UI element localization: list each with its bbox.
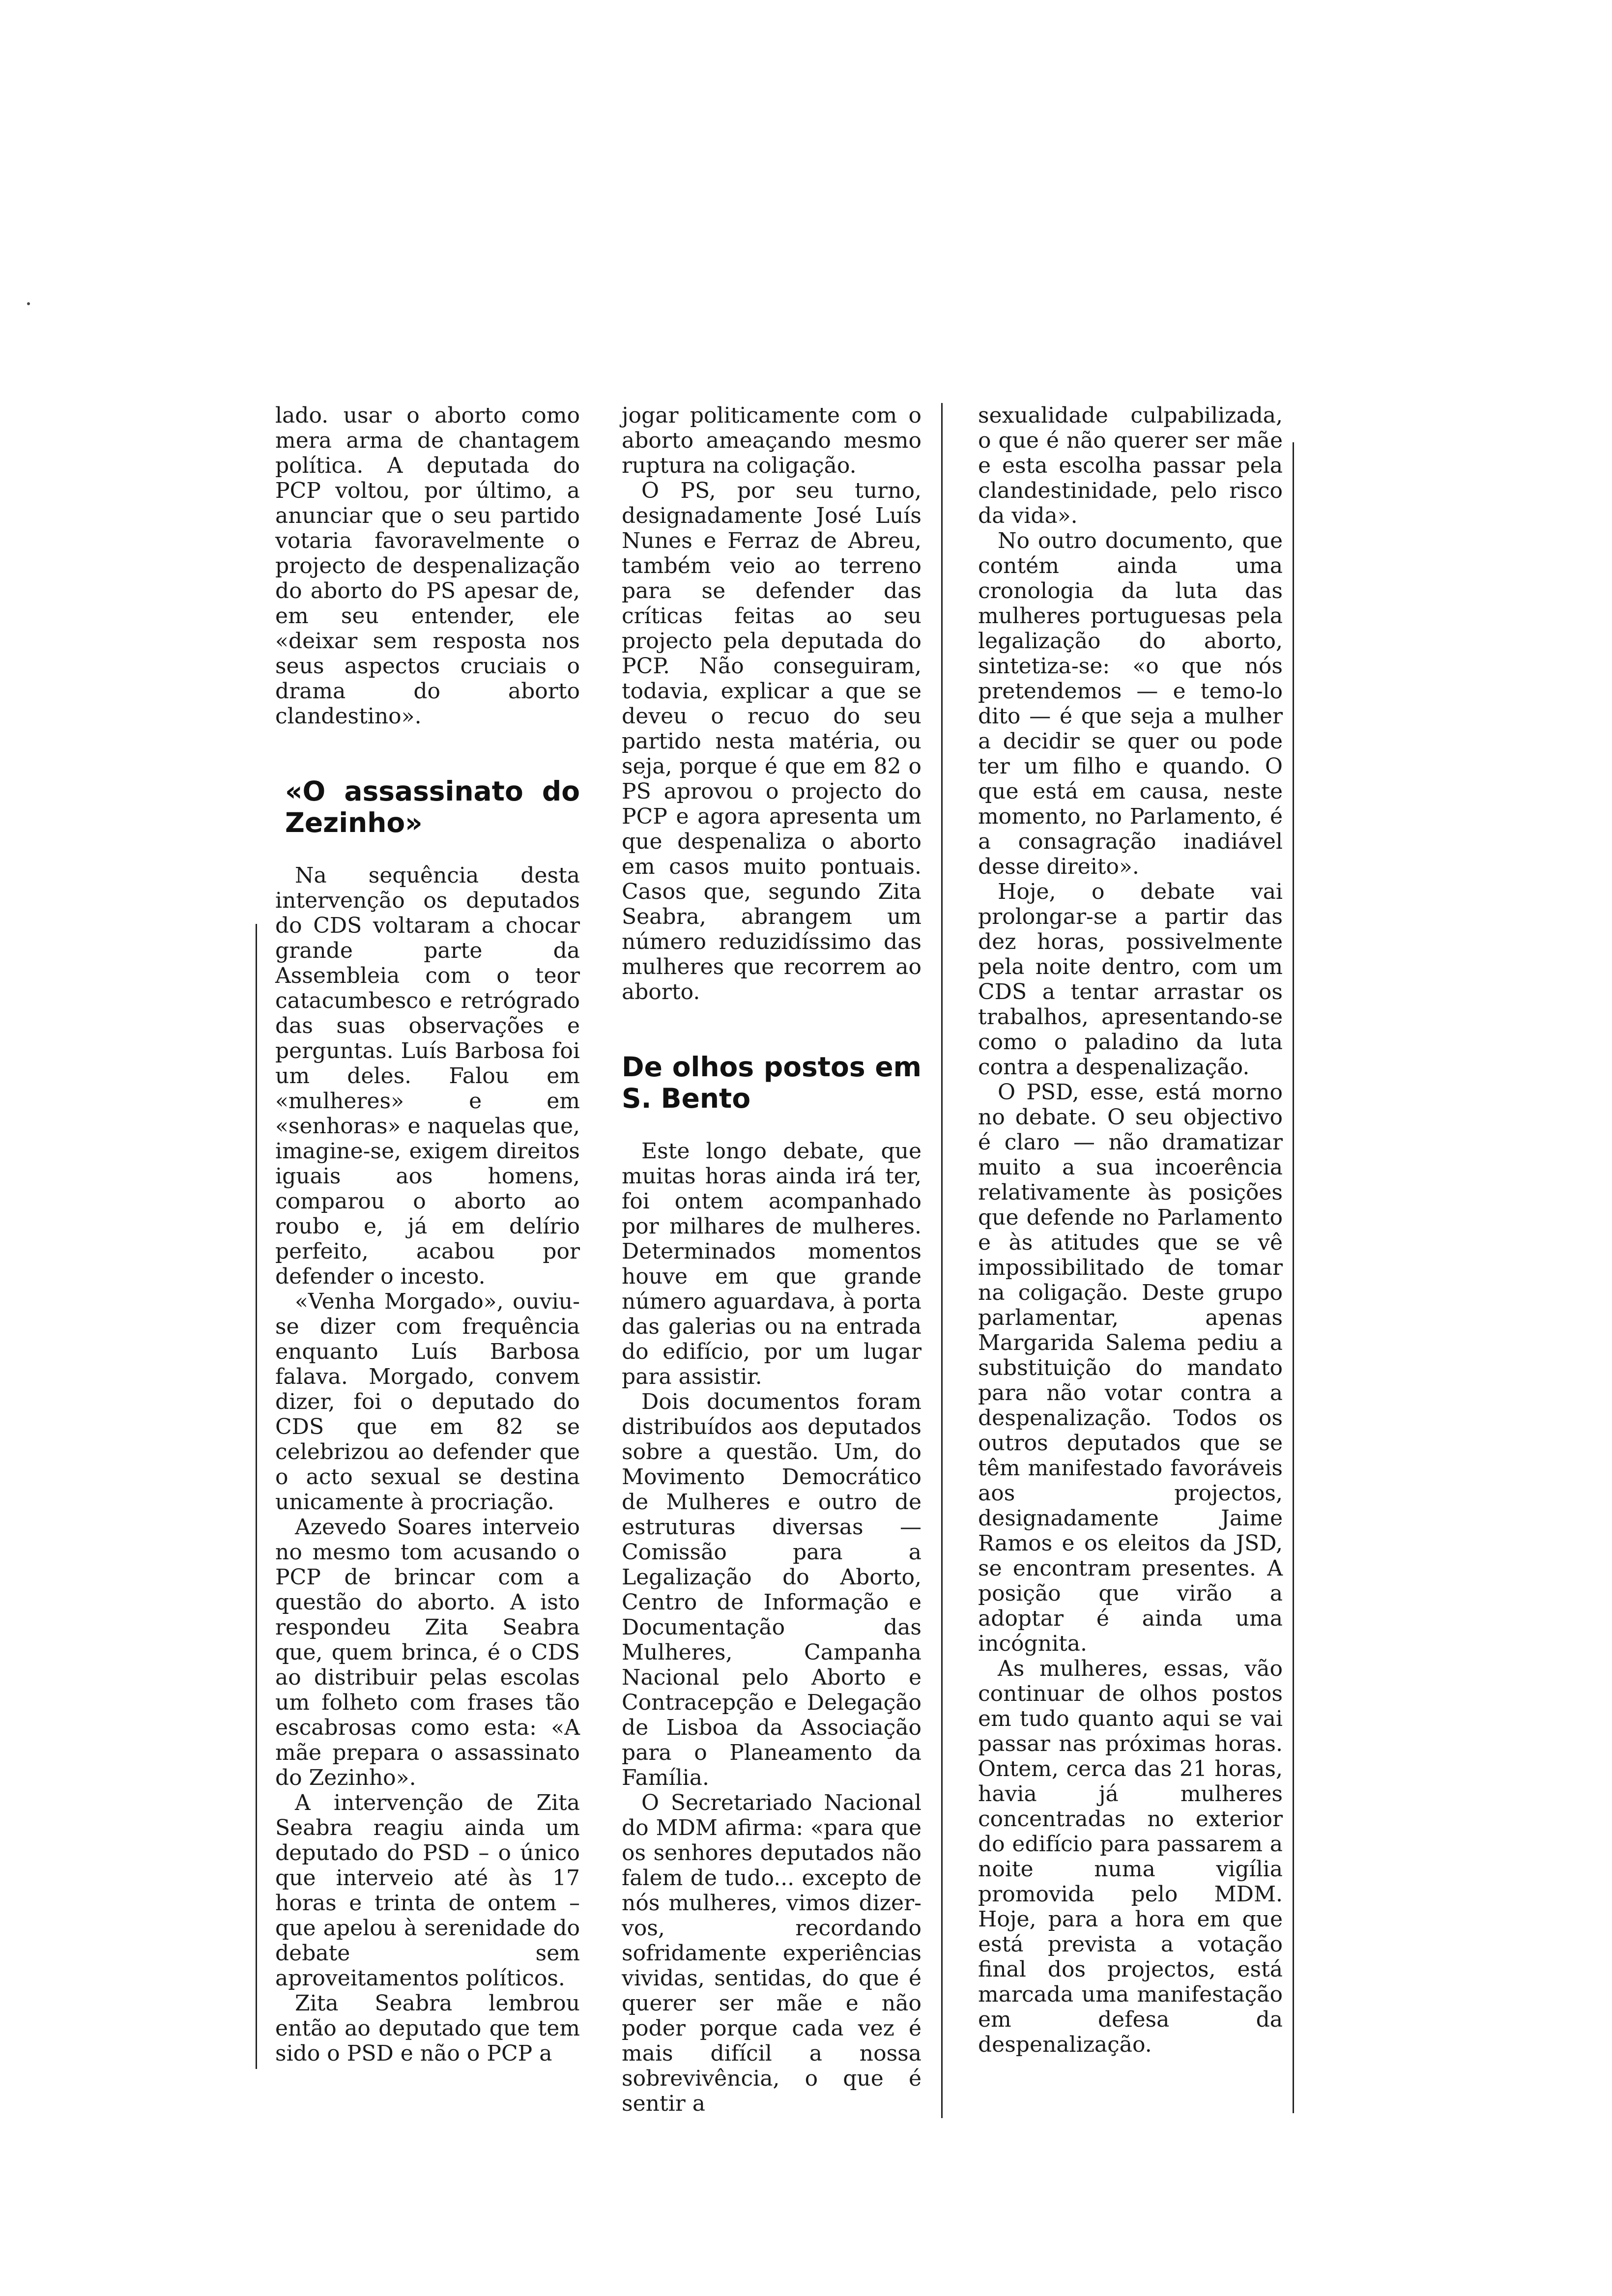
paragraph: As mulheres, essas, vão continuar de olhos postos em tudo quanto aqui se vai passar nas próximas horas. Ontem, cerca das 21 horas, havia já mulheres concentradas no exterior do edifício para passarem a noite numa vigília promovida pelo MDM. Hoje, para a hora em que está prevista a votação final dos projectos, está marcada uma manifestação em defesa da despenalização. (978, 1656, 1283, 2057)
paragraph: O PS, por seu turno, designadamente José Luís Nunes e Ferraz de Abreu, também veio ao terreno para se defender das críticas feitas ao seu projecto pela deputada do PCP. Não conseguiram, todavia, explicar a que se deveu o recuo do seu partido nesta matéria, ou seja, porque é que em 82 o PS aprovou o projecto do PCP e agora apresenta um que despenaliza o aborto em casos muito pontuais. Casos que, segundo Zita Seabra, abrangem um número reduzidíssimo das mulheres que recorrem ao aborto. (622, 478, 921, 1004)
column-rule (941, 403, 943, 2118)
paragraph: O PSD, esse, está morno no debate. O seu objectivo é claro — não dramatizar muito a sua incoerência relativamente às posições que defende no Parlamento e às atitudes que se vê impossibilitado de tomar na coligação. Deste grupo parlamentar, apenas Margarida Salema pediu a substituição do mandato para não votar contra a despenalização. Todos os outros deputados que se têm manifestado favoráveis aos projectos, designadamente Jaime Ramos e os eleitos da JSD, se encontram presentes. A posição que virão a adoptar é ainda uma incógnita. (978, 1080, 1283, 1656)
paragraph: No outro documento, que contém ainda uma cronologia da luta das mulheres portuguesas pela legalização do aborto, sintetiza-se: «o que nós pretendemos — e temo-lo dito — é que seja a mulher a decidir se quer ou pode ter um filho e quando. O que está em causa, neste momento, no Parlamento, é a consagração inadiável desse direito». (978, 528, 1283, 879)
paragraph: O Secretariado Nacional do MDM afirma: «para que os senhores deputados não falem de tudo... excepto de nós mulheres, vimos dizer-vos, recordando sofridamente experiências vividas, sentidas, do que é querer ser mãe e não poder porque cada vez é mais difícil a nossa sobrevivência, o que é sentir a (622, 1790, 921, 2116)
column-1 (275, 403, 580, 2066)
paragraph: lado. usar o aborto como mera arma de chantagem política. A deputada do PCP voltou, por último, a anunciar que o seu partido votaria favoravelmente o projecto de despenalização do aborto do PS apesar de, em seu entender, ele «deixar sem resposta nos seus aspectos cruciais o drama do aborto clandestino». (275, 403, 580, 729)
paragraph: Hoje, o debate vai prolongar-se a partir das dez horas, possivelmente pela noite dentro, com um CDS a tentar arrastar os trabalhos, apresentando-se como o paladino da luta contra a despenalização. (978, 879, 1283, 1080)
paragraph: Dois documentos foram distribuídos aos deputados sobre a questão. Um, do Movimento Democrático de Mulheres e outro de estruturas diversas — Comissão para a Legalização do Aborto, Centro de Informação e Documentação das Mulheres, Campanha Nacional pelo Aborto e Contracepção e Delegação de Lisboa da Associação para o Planeamento da Família. (622, 1389, 921, 1790)
paragraph: Na sequência desta intervenção os deputados do CDS voltaram a chocar grande parte da Assembleia com o teor catacumbesco e retrógrado das suas observações e perguntas. Luís Barbosa foi um deles. Falou em «mulheres» e em «senhoras» e naquelas que, imagine-se, exigem direitos iguais aos homens, comparou o aborto ao roubo e, já em delírio perfeito, acabou por defender o incesto. (275, 863, 580, 1289)
paragraph: «Venha Morgado», ouviu-se dizer com frequência enquanto Luís Barbosa falava. Morgado, convem dizer, foi o deputado do CDS que em 82 se celebrizou ao defender que o acto sexual se destina unicamente à procriação. (275, 1289, 580, 1515)
scan-speck (27, 302, 30, 305)
paragraph: Este longo debate, que muitas horas ainda irá ter, foi ontem acompanhado por milhares de mulheres. Determinados momentos houve em que grande número aguardava, à porta das galerias ou na entrada do edifício, por um lugar para assistir. (622, 1139, 921, 1389)
paragraph: Azevedo Soares interveio no mesmo tom acusando o PCP de brincar com a questão do aborto. A isto respondeu Zita Seabra que, quem brinca, é o CDS ao distribuir pelas escolas um folheto com frases tão escabrosas como esta: «A mãe prepara o assassinato do Zezinho». (275, 1515, 580, 1790)
section-heading: «O assassinato do Zezinho» (285, 775, 580, 838)
paragraph: jogar politicamente com o aborto ameaçando mesmo ruptura na coligação. (622, 403, 921, 478)
paragraph: A intervenção de Zita Seabra reagiu ainda um deputado do PSD – o único que interveio até às 17 horas e trinta de ontem – que apelou à serenidade do debate sem aproveitamentos políticos. (275, 1790, 580, 1991)
column-rule (1293, 442, 1294, 2113)
section-heading: De olhos postos em S. Bento (622, 1051, 921, 1114)
column-2 (622, 403, 921, 2116)
paragraph: sexualidade culpabilizada, o que é não querer ser mãe e esta escolha passar pela clandestinidade, pelo risco da vida». (978, 403, 1283, 528)
column-3 (978, 403, 1283, 2057)
paragraph: Zita Seabra lembrou então ao deputado que tem sido o PSD e não o PCP a (275, 1991, 580, 2066)
column-rule (256, 924, 257, 2069)
